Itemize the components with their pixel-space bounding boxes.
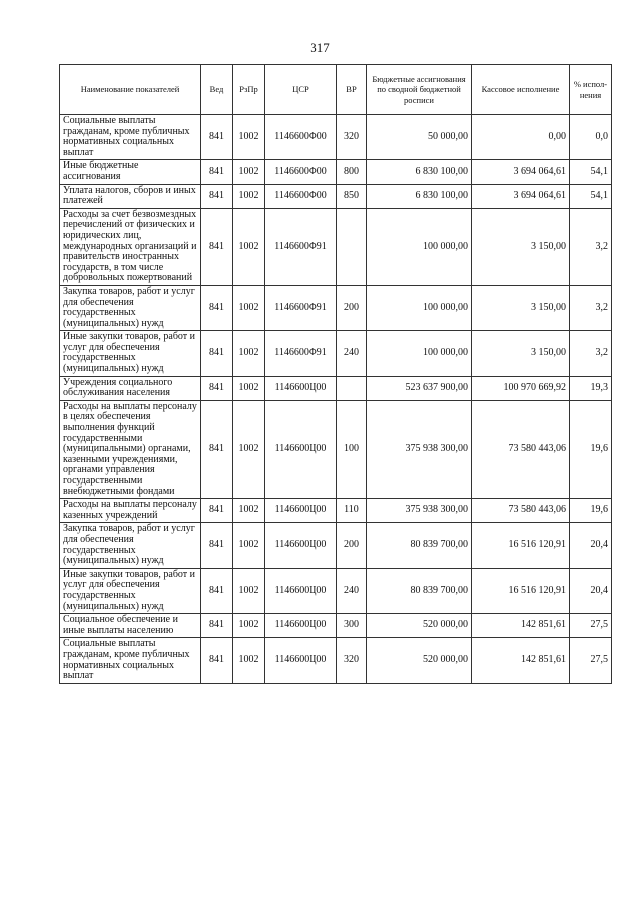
header-ved: Вед xyxy=(201,65,233,115)
cell-ved: 841 xyxy=(201,568,233,613)
cell-name: Социальное обеспечение и иные выплаты населению xyxy=(60,614,201,638)
cell-budget: 523 637 900,00 xyxy=(367,376,472,400)
cell-rzpr: 1002 xyxy=(233,614,265,638)
cell-vr: 100 xyxy=(337,400,367,498)
cell-name: Иные закупки товаров, работ и услуг для обеспечения государственных (муниципальных) нужд xyxy=(60,331,201,376)
cell-cash: 73 580 443,06 xyxy=(472,499,570,523)
cell-budget: 100 000,00 xyxy=(367,208,472,285)
cell-pct: 3,2 xyxy=(570,331,612,376)
cell-name: Иные бюджетные ассигнования xyxy=(60,160,201,184)
cell-vr: 320 xyxy=(337,115,367,160)
budget-execution-table xyxy=(59,64,612,684)
cell-rzpr: 1002 xyxy=(233,376,265,400)
cell-rzpr: 1002 xyxy=(233,499,265,523)
cell-cash: 73 580 443,06 xyxy=(472,400,570,498)
cell-csr: 1146600Ф00 xyxy=(265,115,337,160)
cell-cash: 16 516 120,91 xyxy=(472,568,570,613)
cell-pct: 20,4 xyxy=(570,523,612,568)
page-number: 317 xyxy=(310,40,330,55)
cell-rzpr: 1002 xyxy=(233,160,265,184)
cell-ved: 841 xyxy=(201,523,233,568)
header-rzpr: РзПр xyxy=(233,65,265,115)
cell-cash: 3 150,00 xyxy=(472,208,570,285)
cell-name: Расходы за счет безвозмездных перечислений от физических и юридических лиц, международных организаций и правительств иностранных государств, в том числе добровольных пожертвований xyxy=(60,208,201,285)
cell-csr: 1146600Ф91 xyxy=(265,208,337,285)
table-row xyxy=(60,115,612,160)
cell-budget: 6 830 100,00 xyxy=(367,184,472,208)
table-row xyxy=(60,499,612,523)
cell-pct: 0,0 xyxy=(570,115,612,160)
table-row xyxy=(60,400,612,498)
cell-pct: 19,6 xyxy=(570,400,612,498)
cell-name: Закупка товаров, работ и услуг для обеспечения государственных (муниципальных) нужд xyxy=(60,523,201,568)
cell-pct: 27,5 xyxy=(570,614,612,638)
cell-vr: 300 xyxy=(337,614,367,638)
cell-vr: 110 xyxy=(337,499,367,523)
table-row xyxy=(60,331,612,376)
table-row xyxy=(60,376,612,400)
cell-budget: 520 000,00 xyxy=(367,614,472,638)
cell-budget: 50 000,00 xyxy=(367,115,472,160)
table-header-row xyxy=(60,65,612,115)
cell-vr: 240 xyxy=(337,331,367,376)
cell-rzpr: 1002 xyxy=(233,285,265,330)
cell-cash: 16 516 120,91 xyxy=(472,523,570,568)
header-vr: ВР xyxy=(337,65,367,115)
cell-budget: 375 938 300,00 xyxy=(367,400,472,498)
cell-pct: 54,1 xyxy=(570,160,612,184)
cell-csr: 1146600Ф00 xyxy=(265,184,337,208)
cell-rzpr: 1002 xyxy=(233,638,265,683)
table-row xyxy=(60,523,612,568)
cell-ved: 841 xyxy=(201,614,233,638)
cell-rzpr: 1002 xyxy=(233,115,265,160)
table-row xyxy=(60,160,612,184)
table-row xyxy=(60,638,612,683)
cell-cash: 0,00 xyxy=(472,115,570,160)
header-csr: ЦСР xyxy=(265,65,337,115)
cell-csr: 1146600Ц00 xyxy=(265,638,337,683)
cell-cash: 142 851,61 xyxy=(472,614,570,638)
cell-vr: 850 xyxy=(337,184,367,208)
cell-cash: 100 970 669,92 xyxy=(472,376,570,400)
table-row xyxy=(60,184,612,208)
cell-rzpr: 1002 xyxy=(233,400,265,498)
cell-ved: 841 xyxy=(201,400,233,498)
cell-rzpr: 1002 xyxy=(233,208,265,285)
cell-name: Учреждения социального обслуживания населения xyxy=(60,376,201,400)
header-name: Наименование показателей xyxy=(60,65,201,115)
table-row xyxy=(60,208,612,285)
cell-cash: 3 694 064,61 xyxy=(472,184,570,208)
cell-name: Социальные выплаты гражданам, кроме публичных нормативных социальных выплат xyxy=(60,638,201,683)
cell-pct: 3,2 xyxy=(570,208,612,285)
cell-ved: 841 xyxy=(201,160,233,184)
cell-cash: 142 851,61 xyxy=(472,638,570,683)
cell-budget: 520 000,00 xyxy=(367,638,472,683)
cell-name: Уплата налогов, сборов и иных платежей xyxy=(60,184,201,208)
cell-csr: 1146600Ф00 xyxy=(265,160,337,184)
cell-vr xyxy=(337,376,367,400)
table-body xyxy=(60,115,612,684)
cell-budget: 80 839 700,00 xyxy=(367,523,472,568)
cell-pct: 27,5 xyxy=(570,638,612,683)
cell-pct: 19,3 xyxy=(570,376,612,400)
cell-vr: 320 xyxy=(337,638,367,683)
cell-ved: 841 xyxy=(201,331,233,376)
header-cash: Кассовое исполнение xyxy=(472,65,570,115)
cell-vr xyxy=(337,208,367,285)
header-budget: Бюджетные ассигнования по сводной бюджетной росписи xyxy=(367,65,472,115)
cell-budget: 100 000,00 xyxy=(367,285,472,330)
cell-name: Расходы на выплаты персоналу в целях обеспечения выполнения функций государственными (муниципальными) органами, казенными учреждениями, органами управления государственными внебюджетными фондами xyxy=(60,400,201,498)
cell-vr: 800 xyxy=(337,160,367,184)
cell-csr: 1146600Ц00 xyxy=(265,376,337,400)
cell-pct: 20,4 xyxy=(570,568,612,613)
cell-name: Иные закупки товаров, работ и услуг для обеспечения государственных (муниципальных) нужд xyxy=(60,568,201,613)
table-row xyxy=(60,568,612,613)
cell-rzpr: 1002 xyxy=(233,523,265,568)
cell-name: Расходы на выплаты персоналу казенных учреждений xyxy=(60,499,201,523)
cell-ved: 841 xyxy=(201,115,233,160)
cell-ved: 841 xyxy=(201,376,233,400)
cell-ved: 841 xyxy=(201,638,233,683)
cell-vr: 240 xyxy=(337,568,367,613)
cell-csr: 1146600Ц00 xyxy=(265,523,337,568)
cell-csr: 1146600Ц00 xyxy=(265,568,337,613)
cell-csr: 1146600Ф91 xyxy=(265,285,337,330)
cell-cash: 3 150,00 xyxy=(472,285,570,330)
cell-pct: 19,6 xyxy=(570,499,612,523)
cell-budget: 80 839 700,00 xyxy=(367,568,472,613)
cell-vr: 200 xyxy=(337,285,367,330)
cell-csr: 1146600Ц00 xyxy=(265,614,337,638)
cell-budget: 6 830 100,00 xyxy=(367,160,472,184)
cell-ved: 841 xyxy=(201,499,233,523)
cell-budget: 100 000,00 xyxy=(367,331,472,376)
cell-rzpr: 1002 xyxy=(233,568,265,613)
cell-csr: 1146600Ц00 xyxy=(265,499,337,523)
cell-name: Социальные выплаты гражданам, кроме публичных нормативных социальных выплат xyxy=(60,115,201,160)
cell-name: Закупка товаров, работ и услуг для обеспечения государственных (муниципальных) нужд xyxy=(60,285,201,330)
cell-cash: 3 150,00 xyxy=(472,331,570,376)
cell-csr: 1146600Ц00 xyxy=(265,400,337,498)
cell-ved: 841 xyxy=(201,184,233,208)
header-pct: % испол-нения xyxy=(570,65,612,115)
cell-ved: 841 xyxy=(201,208,233,285)
cell-pct: 54,1 xyxy=(570,184,612,208)
cell-pct: 3,2 xyxy=(570,285,612,330)
cell-rzpr: 1002 xyxy=(233,331,265,376)
table-row xyxy=(60,614,612,638)
cell-csr: 1146600Ф91 xyxy=(265,331,337,376)
table-row xyxy=(60,285,612,330)
cell-ved: 841 xyxy=(201,285,233,330)
cell-vr: 200 xyxy=(337,523,367,568)
cell-cash: 3 694 064,61 xyxy=(472,160,570,184)
cell-rzpr: 1002 xyxy=(233,184,265,208)
cell-budget: 375 938 300,00 xyxy=(367,499,472,523)
